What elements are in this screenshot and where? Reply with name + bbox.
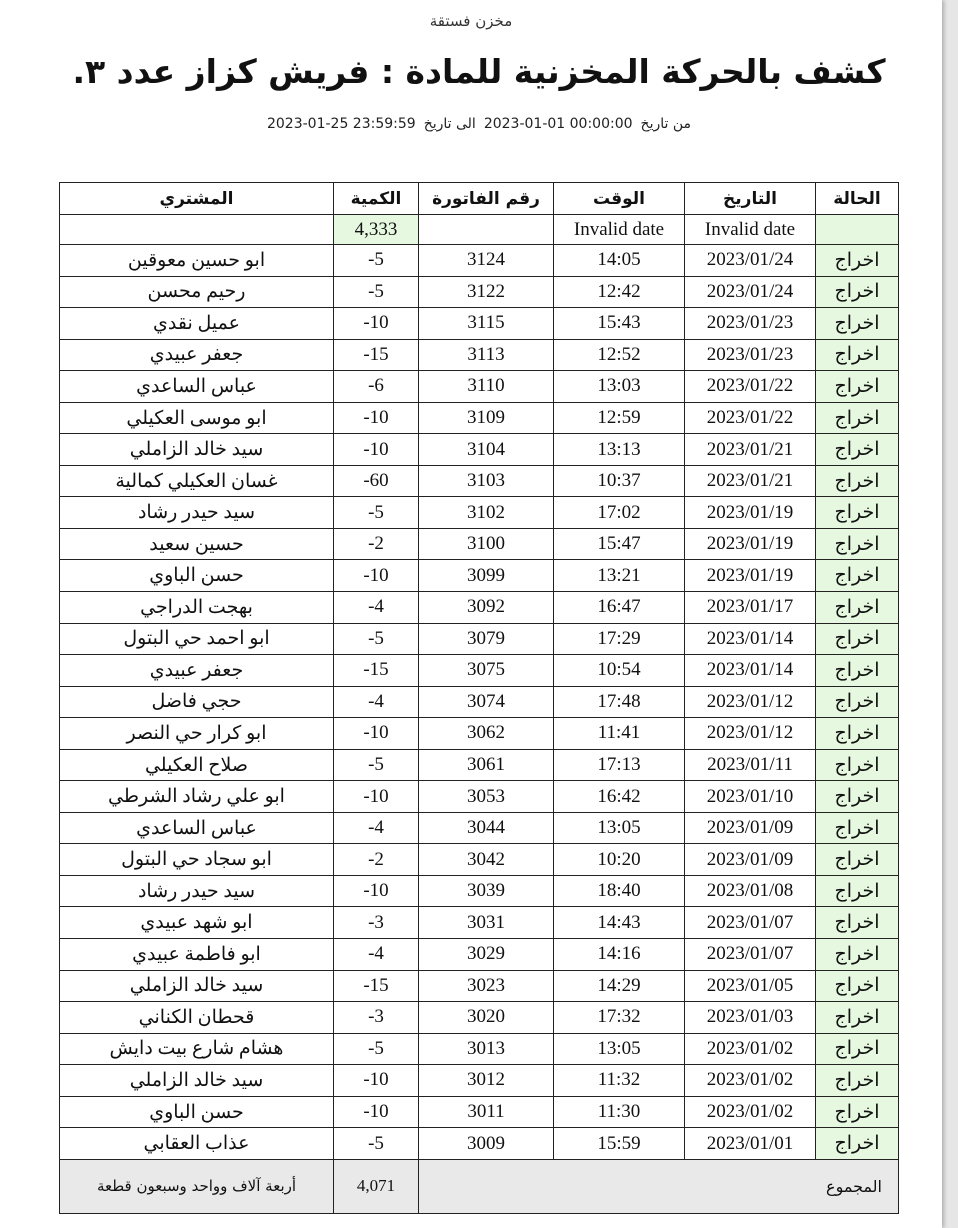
cell-buyer: رحيم محسن bbox=[60, 276, 334, 308]
cell-status: اخراج bbox=[816, 970, 899, 1002]
cell-time: 10:37 bbox=[554, 465, 685, 497]
cell-buyer: سيد حيدر رشاد bbox=[60, 875, 334, 907]
table-row bbox=[60, 781, 899, 813]
cell-buyer: ابو علي رشاد الشرطي bbox=[60, 781, 334, 813]
cell-time: 13:03 bbox=[554, 371, 685, 403]
cell-date: 2023/01/24 bbox=[685, 245, 816, 277]
cell-invoice: 3109 bbox=[419, 402, 554, 434]
cell-time: 13:13 bbox=[554, 434, 685, 466]
table-row bbox=[60, 1128, 899, 1160]
cell-invoice: 3012 bbox=[419, 1065, 554, 1097]
cell-quantity: 4- bbox=[334, 812, 419, 844]
cell-buyer: حجي فاضل bbox=[60, 686, 334, 718]
cell-time: 11:30 bbox=[554, 1096, 685, 1128]
cell-invoice: 3013 bbox=[419, 1033, 554, 1065]
cell-invoice: 3029 bbox=[419, 939, 554, 971]
cell-buyer: عميل نقدي bbox=[60, 308, 334, 340]
cell-quantity: 5- bbox=[334, 1033, 419, 1065]
cell-invoice: 3079 bbox=[419, 623, 554, 655]
cell-date: 2023/01/23 bbox=[685, 308, 816, 340]
cell-invoice: 3011 bbox=[419, 1096, 554, 1128]
cell-buyer: حسين سعيد bbox=[60, 528, 334, 560]
cell-date: 2023/01/07 bbox=[685, 939, 816, 971]
cell-invoice: 3009 bbox=[419, 1128, 554, 1160]
cell-buyer: سيد خالد الزاملي bbox=[60, 970, 334, 1002]
cell-time: 13:05 bbox=[554, 1033, 685, 1065]
cell-date: 2023/01/07 bbox=[685, 907, 816, 939]
from-value: 2023-01-01 00:00:00 bbox=[483, 116, 633, 132]
cell-date: 2023/01/14 bbox=[685, 623, 816, 655]
cell-date: 2023/01/19 bbox=[685, 528, 816, 560]
cell-date: 2023/01/21 bbox=[685, 465, 816, 497]
cell-time: 17:32 bbox=[554, 1002, 685, 1034]
total-quantity: 4,071 bbox=[334, 1159, 419, 1213]
table-row bbox=[60, 371, 899, 403]
cell-quantity: 10- bbox=[334, 560, 419, 592]
cell-status: اخراج bbox=[816, 1002, 899, 1034]
cell-buyer: ابو حسين معوقين bbox=[60, 245, 334, 277]
cell-quantity: 5- bbox=[334, 749, 419, 781]
opening-buyer bbox=[60, 215, 334, 245]
cell-quantity: 6- bbox=[334, 371, 419, 403]
cell-date: 2023/01/10 bbox=[685, 781, 816, 813]
cell-status: اخراج bbox=[816, 1065, 899, 1097]
cell-date: 2023/01/02 bbox=[685, 1096, 816, 1128]
cell-status: اخراج bbox=[816, 339, 899, 371]
cell-quantity: 15- bbox=[334, 655, 419, 687]
table-row bbox=[60, 308, 899, 340]
cell-time: 14:43 bbox=[554, 907, 685, 939]
table-row bbox=[60, 1096, 899, 1128]
total-in-words: أربعة آلاف وواحد وسبعون قطعة bbox=[60, 1159, 334, 1213]
col-header-quantity: الكمية bbox=[334, 183, 419, 215]
col-header-date: التاريخ bbox=[685, 183, 816, 215]
cell-invoice: 3102 bbox=[419, 497, 554, 529]
cell-status: اخراج bbox=[816, 655, 899, 687]
opening-status bbox=[816, 215, 899, 245]
cell-date: 2023/01/19 bbox=[685, 497, 816, 529]
cell-status: اخراج bbox=[816, 371, 899, 403]
cell-status: اخراج bbox=[816, 812, 899, 844]
cell-invoice: 3020 bbox=[419, 1002, 554, 1034]
store-name: مخزن فستقة bbox=[429, 12, 513, 30]
opening-date: Invalid date bbox=[685, 215, 816, 245]
cell-quantity: 5- bbox=[334, 276, 419, 308]
table-row bbox=[60, 402, 899, 434]
cell-quantity: 4- bbox=[334, 939, 419, 971]
table-row bbox=[60, 339, 899, 371]
cell-invoice: 3100 bbox=[419, 528, 554, 560]
cell-invoice: 3062 bbox=[419, 718, 554, 750]
cell-status: اخراج bbox=[816, 718, 899, 750]
cell-status: اخراج bbox=[816, 497, 899, 529]
date-range bbox=[0, 116, 958, 132]
cell-time: 17:02 bbox=[554, 497, 685, 529]
cell-buyer: سيد خالد الزاملي bbox=[60, 434, 334, 466]
cell-date: 2023/01/02 bbox=[685, 1033, 816, 1065]
cell-invoice: 3124 bbox=[419, 245, 554, 277]
cell-quantity: 10- bbox=[334, 781, 419, 813]
cell-buyer: عذاب العقابي bbox=[60, 1128, 334, 1160]
cell-status: اخراج bbox=[816, 308, 899, 340]
cell-status: اخراج bbox=[816, 749, 899, 781]
table-row bbox=[60, 276, 899, 308]
table-row bbox=[60, 686, 899, 718]
cell-invoice: 3122 bbox=[419, 276, 554, 308]
cell-invoice: 3104 bbox=[419, 434, 554, 466]
cell-invoice: 3023 bbox=[419, 970, 554, 1002]
cell-quantity: 10- bbox=[334, 308, 419, 340]
cell-time: 12:52 bbox=[554, 339, 685, 371]
cell-status: اخراج bbox=[816, 686, 899, 718]
table-row bbox=[60, 907, 899, 939]
cell-status: اخراج bbox=[816, 245, 899, 277]
cell-date: 2023/01/12 bbox=[685, 718, 816, 750]
cell-quantity: 10- bbox=[334, 718, 419, 750]
cell-time: 18:40 bbox=[554, 875, 685, 907]
from-label: من تاريخ bbox=[640, 116, 691, 132]
cell-quantity: 10- bbox=[334, 875, 419, 907]
cell-date: 2023/01/11 bbox=[685, 749, 816, 781]
table-row bbox=[60, 655, 899, 687]
cell-buyer: قحطان الكناني bbox=[60, 1002, 334, 1034]
cell-date: 2023/01/05 bbox=[685, 970, 816, 1002]
cell-time: 16:42 bbox=[554, 781, 685, 813]
cell-invoice: 3061 bbox=[419, 749, 554, 781]
cell-invoice: 3053 bbox=[419, 781, 554, 813]
cell-quantity: 4- bbox=[334, 686, 419, 718]
cell-invoice: 3110 bbox=[419, 371, 554, 403]
cell-time: 14:16 bbox=[554, 939, 685, 971]
opening-balance-row bbox=[60, 215, 899, 245]
cell-invoice: 3031 bbox=[419, 907, 554, 939]
cell-time: 14:05 bbox=[554, 245, 685, 277]
cell-buyer: جعفر عبيدي bbox=[60, 339, 334, 371]
table-row bbox=[60, 718, 899, 750]
cell-date: 2023/01/12 bbox=[685, 686, 816, 718]
cell-buyer: عباس الساعدي bbox=[60, 371, 334, 403]
report-title: كشف بالحركة المخزنية للمادة : فريش كزاز عدد ٣. bbox=[72, 52, 886, 91]
to-label: الى تاريخ bbox=[423, 116, 476, 132]
cell-status: اخراج bbox=[816, 1096, 899, 1128]
cell-quantity: 10- bbox=[334, 1065, 419, 1097]
cell-time: 13:21 bbox=[554, 560, 685, 592]
table-row bbox=[60, 528, 899, 560]
table-row bbox=[60, 812, 899, 844]
col-header-status: الحالة bbox=[816, 183, 899, 215]
cell-date: 2023/01/08 bbox=[685, 875, 816, 907]
cell-date: 2023/01/02 bbox=[685, 1065, 816, 1097]
cell-time: 12:59 bbox=[554, 402, 685, 434]
cell-invoice: 3039 bbox=[419, 875, 554, 907]
cell-time: 11:32 bbox=[554, 1065, 685, 1097]
cell-time: 15:47 bbox=[554, 528, 685, 560]
cell-quantity: 10- bbox=[334, 434, 419, 466]
table-row bbox=[60, 939, 899, 971]
table-row bbox=[60, 560, 899, 592]
table-row bbox=[60, 592, 899, 624]
cell-time: 17:29 bbox=[554, 623, 685, 655]
cell-invoice: 3115 bbox=[419, 308, 554, 340]
cell-time: 15:59 bbox=[554, 1128, 685, 1160]
cell-buyer: ابو فاطمة عبيدي bbox=[60, 939, 334, 971]
cell-quantity: 10- bbox=[334, 402, 419, 434]
cell-quantity: 15- bbox=[334, 339, 419, 371]
col-header-buyer: المشتري bbox=[60, 183, 334, 215]
total-row bbox=[60, 1159, 899, 1213]
table-row bbox=[60, 970, 899, 1002]
cell-invoice: 3092 bbox=[419, 592, 554, 624]
cell-status: اخراج bbox=[816, 592, 899, 624]
cell-invoice: 3103 bbox=[419, 465, 554, 497]
cell-status: اخراج bbox=[816, 465, 899, 497]
total-label: المجموع bbox=[419, 1159, 899, 1213]
cell-date: 2023/01/22 bbox=[685, 402, 816, 434]
cell-quantity: 2- bbox=[334, 844, 419, 876]
cell-time: 15:43 bbox=[554, 308, 685, 340]
cell-time: 10:20 bbox=[554, 844, 685, 876]
cell-quantity: 5- bbox=[334, 623, 419, 655]
col-header-invoice: رقم الفاتورة bbox=[419, 183, 554, 215]
cell-time: 11:41 bbox=[554, 718, 685, 750]
cell-quantity: 2- bbox=[334, 528, 419, 560]
cell-invoice: 3099 bbox=[419, 560, 554, 592]
cell-status: اخراج bbox=[816, 402, 899, 434]
cell-buyer: ابو سجاد حي البتول bbox=[60, 844, 334, 876]
cell-status: اخراج bbox=[816, 560, 899, 592]
table-row bbox=[60, 1033, 899, 1065]
table-row bbox=[60, 497, 899, 529]
cell-buyer: بهجت الدراجي bbox=[60, 592, 334, 624]
col-header-time: الوقت bbox=[554, 183, 685, 215]
movement-table bbox=[59, 182, 899, 1214]
cell-date: 2023/01/01 bbox=[685, 1128, 816, 1160]
cell-status: اخراج bbox=[816, 781, 899, 813]
cell-quantity: 3- bbox=[334, 1002, 419, 1034]
table-header-row bbox=[60, 183, 899, 215]
opening-quantity: 4,333 bbox=[334, 215, 419, 245]
cell-time: 17:48 bbox=[554, 686, 685, 718]
cell-status: اخراج bbox=[816, 875, 899, 907]
cell-buyer: ابو موسى العكيلي bbox=[60, 402, 334, 434]
cell-quantity: 60- bbox=[334, 465, 419, 497]
cell-date: 2023/01/21 bbox=[685, 434, 816, 466]
cell-invoice: 3113 bbox=[419, 339, 554, 371]
cell-buyer: ابو شهد عبيدي bbox=[60, 907, 334, 939]
table-row bbox=[60, 875, 899, 907]
cell-quantity: 5- bbox=[334, 245, 419, 277]
cell-status: اخراج bbox=[816, 907, 899, 939]
cell-time: 17:13 bbox=[554, 749, 685, 781]
table-row bbox=[60, 465, 899, 497]
cell-quantity: 5- bbox=[334, 1128, 419, 1160]
cell-status: اخراج bbox=[816, 434, 899, 466]
opening-time: Invalid date bbox=[554, 215, 685, 245]
cell-buyer: سيد خالد الزاملي bbox=[60, 1065, 334, 1097]
cell-date: 2023/01/09 bbox=[685, 812, 816, 844]
cell-buyer: ابو احمد حي البتول bbox=[60, 623, 334, 655]
cell-time: 12:42 bbox=[554, 276, 685, 308]
cell-date: 2023/01/22 bbox=[685, 371, 816, 403]
cell-status: اخراج bbox=[816, 1033, 899, 1065]
cell-time: 13:05 bbox=[554, 812, 685, 844]
table-row bbox=[60, 623, 899, 655]
cell-date: 2023/01/14 bbox=[685, 655, 816, 687]
opening-invoice bbox=[419, 215, 554, 245]
cell-quantity: 5- bbox=[334, 497, 419, 529]
cell-status: اخراج bbox=[816, 1128, 899, 1160]
cell-date: 2023/01/09 bbox=[685, 844, 816, 876]
table-row bbox=[60, 844, 899, 876]
cell-invoice: 3042 bbox=[419, 844, 554, 876]
cell-buyer: عباس الساعدي bbox=[60, 812, 334, 844]
table-row bbox=[60, 434, 899, 466]
cell-date: 2023/01/24 bbox=[685, 276, 816, 308]
to-value: 2023-01-25 23:59:59 bbox=[266, 116, 416, 132]
table-row bbox=[60, 749, 899, 781]
cell-status: اخراج bbox=[816, 844, 899, 876]
cell-invoice: 3075 bbox=[419, 655, 554, 687]
cell-buyer: صلاح العكيلي bbox=[60, 749, 334, 781]
table-row bbox=[60, 1065, 899, 1097]
cell-time: 10:54 bbox=[554, 655, 685, 687]
cell-date: 2023/01/17 bbox=[685, 592, 816, 624]
cell-invoice: 3074 bbox=[419, 686, 554, 718]
cell-buyer: حسن الباوي bbox=[60, 560, 334, 592]
cell-status: اخراج bbox=[816, 276, 899, 308]
cell-time: 16:47 bbox=[554, 592, 685, 624]
cell-quantity: 3- bbox=[334, 907, 419, 939]
cell-buyer: سيد حيدر رشاد bbox=[60, 497, 334, 529]
cell-status: اخراج bbox=[816, 528, 899, 560]
cell-status: اخراج bbox=[816, 623, 899, 655]
cell-date: 2023/01/03 bbox=[685, 1002, 816, 1034]
cell-quantity: 15- bbox=[334, 970, 419, 1002]
cell-invoice: 3044 bbox=[419, 812, 554, 844]
cell-status: اخراج bbox=[816, 939, 899, 971]
cell-buyer: ابو كرار حي النصر bbox=[60, 718, 334, 750]
cell-time: 14:29 bbox=[554, 970, 685, 1002]
table-row bbox=[60, 245, 899, 277]
cell-buyer: حسن الباوي bbox=[60, 1096, 334, 1128]
cell-buyer: غسان العكيلي كمالية bbox=[60, 465, 334, 497]
table-row bbox=[60, 1002, 899, 1034]
cell-date: 2023/01/19 bbox=[685, 560, 816, 592]
cell-quantity: 10- bbox=[334, 1096, 419, 1128]
cell-date: 2023/01/23 bbox=[685, 339, 816, 371]
cell-buyer: هشام شارع بيت دايش bbox=[60, 1033, 334, 1065]
cell-buyer: جعفر عبيدي bbox=[60, 655, 334, 687]
cell-quantity: 4- bbox=[334, 592, 419, 624]
